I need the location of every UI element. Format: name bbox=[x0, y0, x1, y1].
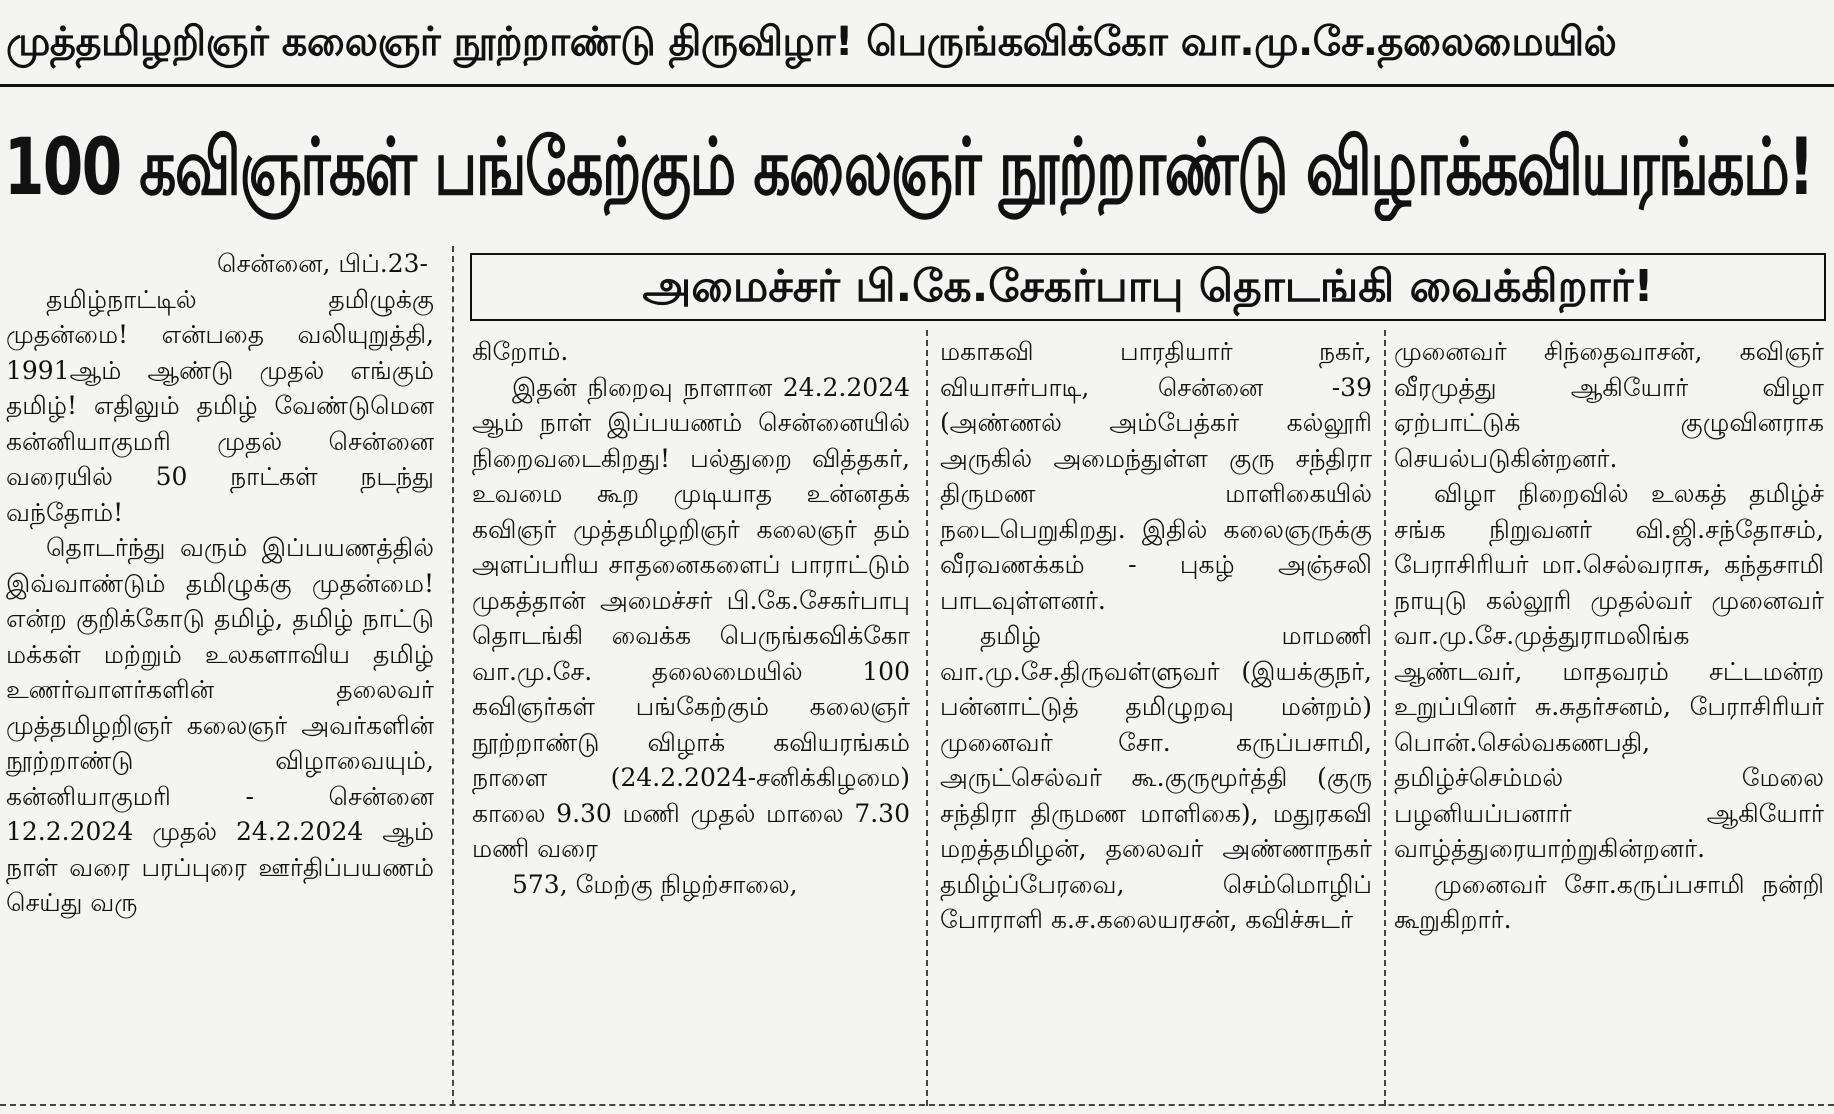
article-column-3 bbox=[940, 334, 1372, 1104]
dateline: சென்னை, பிப்.23- bbox=[217, 249, 428, 278]
paragraph: மகாகவி பாரதியார் நகர், வியாசர்பாடி, சென்னை -39 (அண்ணல் அம்பேத்கர் கல்லூரி அருகில் அமைந்துள்ள குரு சந்திரா திருமண மாளிகையில் நடைபெறுகிறது. இதில் கலைஞருக்கு வீரவணக்கம் - புகழ் அஞ்சலி பாடவுள்ளனர். bbox=[940, 337, 1372, 615]
paragraph: முனைவர் சிந்தைவாசன், கவிஞர் வீரமுத்து ஆகியோர் விழா ஏற்பாட்டுக் குழுவினராக செயல்படுகின்றனர். bbox=[1394, 337, 1824, 473]
article-column-1 bbox=[6, 246, 434, 1104]
paragraph: முனைவர் சோ.கருப்பசாமி நன்றி கூறுகிறார். bbox=[1394, 869, 1824, 934]
subheadline-box: அமைச்சர் பி.கே.சேகர்பாபு தொடங்கி வைக்கிறார்! bbox=[470, 253, 1826, 321]
article-column-2 bbox=[472, 334, 910, 1104]
article-column-4 bbox=[1394, 334, 1824, 1104]
paragraph: தமிழ் மாமணி வா.மு.சே.திருவள்ளுவர் (இயக்குநர், பன்னாட்டுத் தமிழுறவு மன்றம்) முனைவர் சோ. கருப்பசாமி, அருட்செல்வர் கூ.குருமூர்த்தி (குரு சந்திரா திருமண மாளிகை), மதுரகவி மறத்தமிழன், தலைவர் அண்ணாநகர் தமிழ்ப்பேரவை, செம்மொழிப் போராளி க.ச.கலையரசன், கவிச்சுடர் bbox=[940, 621, 1372, 934]
bottom-rule bbox=[0, 1104, 1834, 1106]
paragraph: இதன் நிறைவு நாளான 24.2.2024 ஆம் நாள் இப்பயணம் சென்னையில் நிறைவடைகிறது! பல்துறை வித்தகர், உவமை கூற முடியாத உன்னதக் கவிஞர் முத்தமிழறிஞர் கலைஞர் தம் அளப்பரிய சாதனைகளைப் பாராட்டும் முகத்தான் அமைச்சர் பி.கே.சேகர்பாபு தொடங்கி வைக்க பெருங்கவிக்கோ வா.மு.சே. தலைமையில் 100 கவிஞர்கள் பங்கேற்கும் கலைஞர் நூற்றாண்டு விழாக் கவியரங்கம் நாளை (24.2.2024-சனிக்கிழமை) காலை 9.30 மணி முதல் மாலை 7.30 மணி வரை bbox=[472, 372, 910, 863]
kicker-headline: முத்தமிழறிஞர் கலைஞர் நூற்றாண்டு திருவிழா! பெருங்கவிக்கோ வா.மு.சே.தலைமையில் bbox=[6, 19, 1617, 65]
paragraph: கிறோம். bbox=[472, 337, 569, 366]
paragraph: தமிழ்நாட்டில் தமிழுக்கு முதன்மை! என்பதை வலியுறுத்தி, 1991ஆம் ஆண்டு முதல் எங்கும் தமிழ்! எதிலும் தமிழ் வேண்டுமென கன்னியாகுமரி முதல் சென்னை வரையில் 50 நாட்கள் நடந்து வந்தோம்! bbox=[6, 284, 434, 527]
paragraph: விழா நிறைவில் உலகத் தமிழ்ச் சங்க நிறுவனர் வி.ஜி.சந்தோசம், பேராசிரியர் மா.செல்வராசு, கந்தசாமி நாயுடு கல்லூரி முதல்வர் முனைவர் வா.மு.சே.முத்துராமலிங்க ஆண்டவர், மாதவரம் சட்டமன்ற உறுப்பினர் சு.சுதர்சனம், பேராசிரியர் பொன்.செல்வகணபதி, தமிழ்ச்செம்மல் மேலை பழனியப்பனார் ஆகியோர் வாழ்த்துரையாற்றுகின்றனர். bbox=[1394, 479, 1824, 863]
main-headline: 100 கவிஞர்கள் பங்கேற்கும் கலைஞர் நூற்றாண்டு விழாக்கவியரங்கம்! bbox=[4, 121, 1814, 213]
column-divider bbox=[452, 246, 454, 1106]
column-divider bbox=[926, 330, 928, 1106]
paragraph: தொடர்ந்து வரும் இப்பயணத்தில் இவ்வாண்டும் தமிழுக்கு முதன்மை! என்ற குறிக்கோடு தமிழ், தமிழ் நாட்டு மக்கள் மற்றும் உலகளாவிய தமிழ் உணர்வாளர்களின் தலைவர் முத்தமிழறிஞர் கலைஞர் அவர்களின் நூற்றாண்டு விழாவையும், கன்னியாகுமரி - சென்னை 12.2.2024 முதல் 24.2.2024 ஆம் நாள் வரை பரப்புரை ஊர்திப்பயணம் செய்து வரு bbox=[6, 533, 434, 917]
column-divider bbox=[1384, 330, 1386, 1106]
paragraph: 573, மேற்கு நிழற்சாலை, bbox=[512, 869, 798, 899]
